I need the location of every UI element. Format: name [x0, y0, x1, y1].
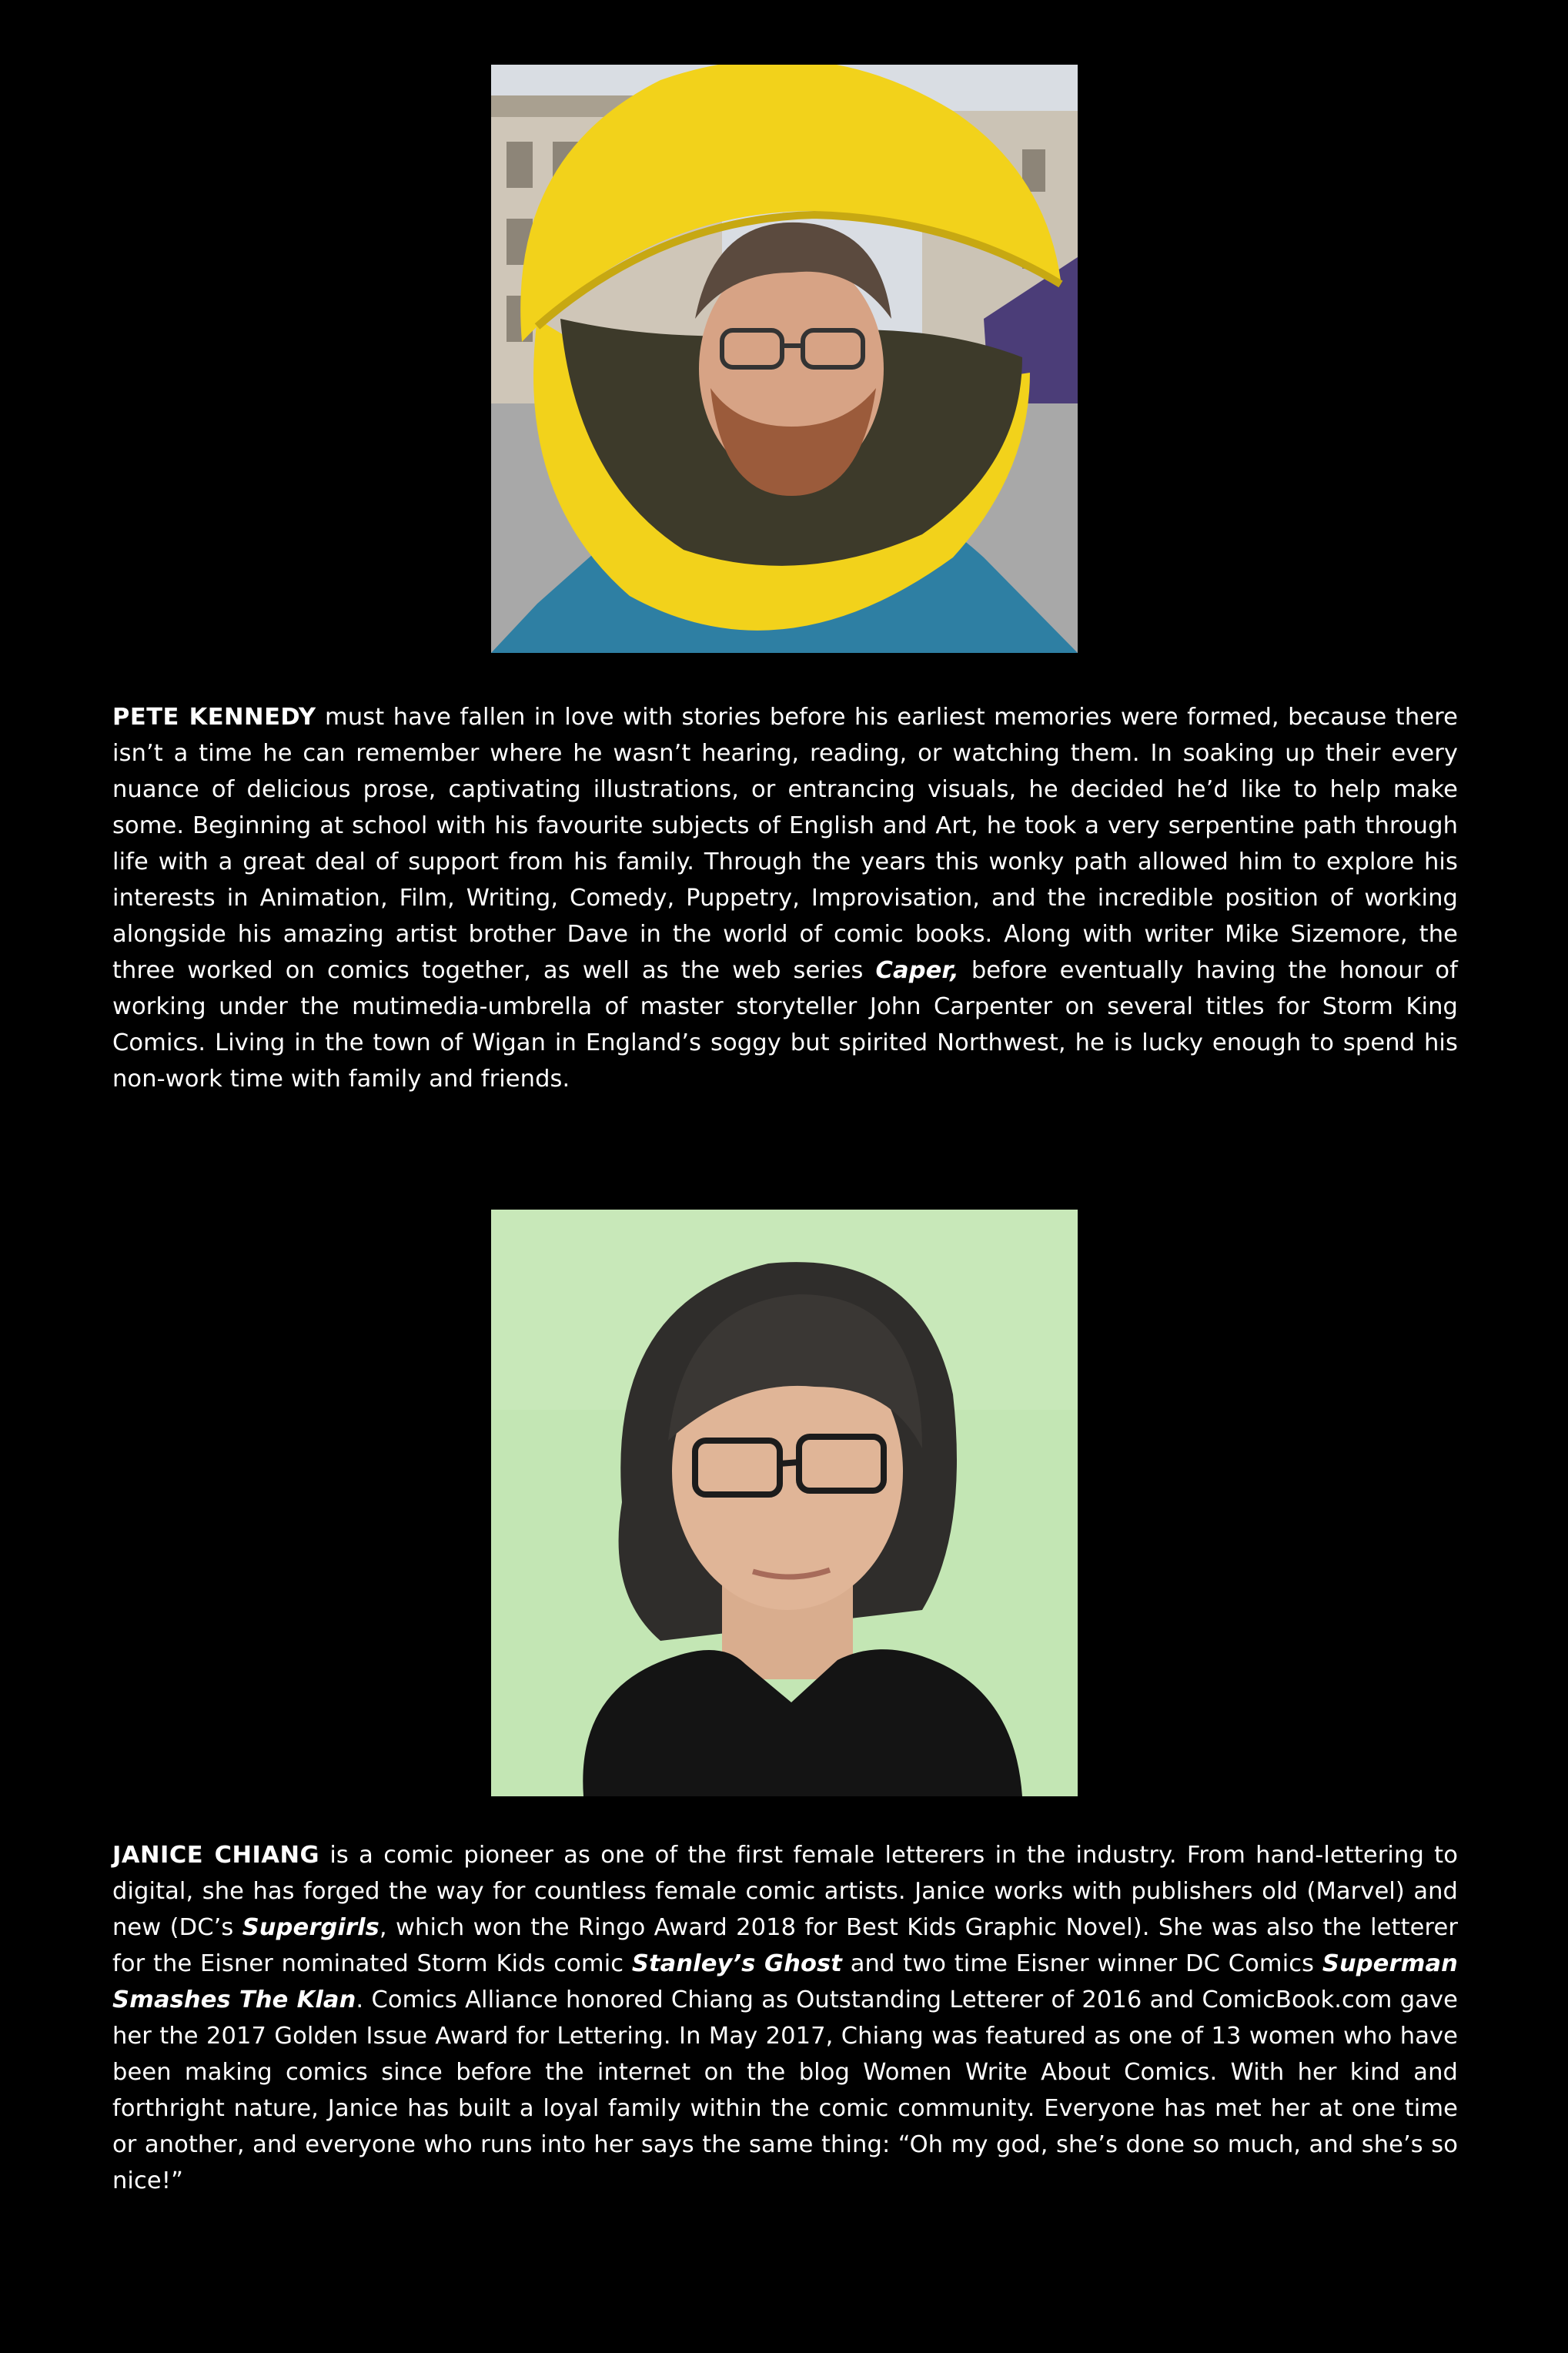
pete-kennedy-bio — [112, 699, 1458, 1097]
pete-bio-text-1: must have fallen in love with stories before his earliest memories were formed, because there isn’t a time he can remember where he wasn’t hearing, reading, or watching them. In soaking up their every nuance of delicious prose, captivating illustrations, or entrancing visuals, he decided he’d like to help make some. Beginning at school with his favourite subjects of English and Art, he took a very serpentine path through life with a great deal of support from his family. Through the years this wonky path allowed him to explore his interests in Animation, Film, Writing, Comedy, Puppetry, Improvisation, and the incredible position of working alongside his amazing artist brother Dave in the world of comic books. Along with writer Mike Sizemore, the three worked on comics together, as well as the web series — [112, 704, 1458, 984]
title-stanleys-ghost: Stanley’s Ghost — [631, 1950, 842, 1977]
janice-bio-text-2: , which won the Ringo Award 2018 for Best Kids Graphic Novel). She was also the letterer for the Eisner nominated Storm Kids comic — [112, 1914, 1458, 1977]
janice-bio-text-1: is a comic pioneer as one of the first female letterers in the industry. From hand-lettering to digital, she has forged the way for countless female comic artists. Janice works with publishers old (Marvel) and new (DC’s — [112, 1842, 1458, 1941]
pacman-helmet-selfie-icon — [491, 65, 1078, 653]
janice-chiang-bio — [112, 1837, 1458, 2199]
janice-chiang-name: JANICE CHIANG — [112, 1842, 320, 1869]
janice-bio-text-4: . Comics Alliance honored Chiang as Outstanding Letterer of 2016 and ComicBook.com gave her the 2017 Golden Issue Award for Lettering. In May 2017, Chiang was featured as one of 13 women who have been making comics since before the internet on the blog Women Write About Comics. With her kind and forthright nature, Janice has built a loyal family within the comic community. Everyone has met her at one time or another, and everyone who runs into her says the same thing: “Oh my god, she’s done so much, and she’s so nice!” — [112, 1986, 1458, 2194]
pete-kennedy-photo — [491, 65, 1078, 653]
title-superman-smashes-the-klan: Superman Smashes The Klan — [112, 1950, 1458, 2013]
title-caper: Caper, — [875, 957, 959, 984]
pete-bio-text-2: before eventually having the honour of working under the mutimedia-umbrella of master storyteller John Carpenter on several titles for Storm King Comics. Living in the town of Wigan in England’s soggy but spirited Northwest, he is lucky enough to spend his non-work time with family and friends. — [112, 957, 1458, 1093]
janice-chiang-photo — [491, 1210, 1078, 1796]
janice-bio-text-3: and two time Eisner winner DC Comics — [842, 1950, 1322, 1977]
pete-kennedy-name: PETE KENNEDY — [112, 704, 316, 731]
title-supergirls: Supergirls — [242, 1914, 379, 1941]
portrait-photo-icon — [491, 1210, 1078, 1796]
